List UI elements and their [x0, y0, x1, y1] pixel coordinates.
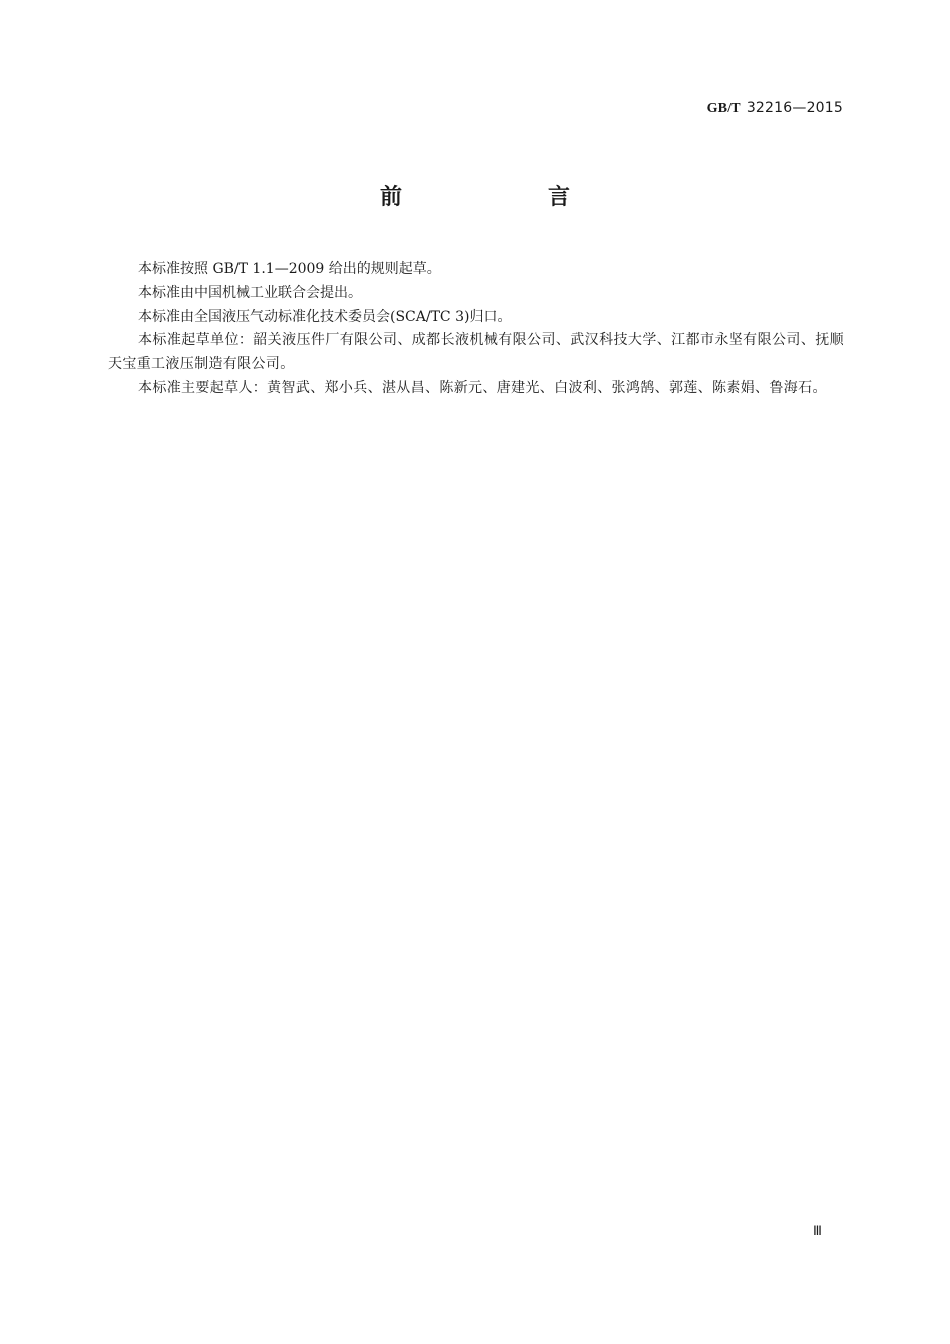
paragraph-drafting-rules: 本标准按照 GB/T 1.1—2009 给出的规则起草。	[138, 261, 441, 277]
paragraph-drafting-units: 本标准起草单位：韶关液压件厂有限公司、成都长液机械有限公司、武汉科技大学、江都市永坚有限公司、抚顺天宝重工液压制造有限公司。	[108, 332, 844, 373]
standard-code	[707, 100, 843, 117]
standard-prefix: GB/T	[706, 101, 741, 116]
paragraph-centralized-by: 本标准由全国液压气动标准化技术委员会(SCA/TC 3)归口。	[138, 308, 512, 325]
paragraph-main-drafters: 本标准主要起草人：黄智武、郑小兵、湛从昌、陈新元、唐建光、白波利、张鸿鹄、郭莲、陈素娟、鲁海石。	[138, 379, 827, 396]
page-number: Ⅲ	[813, 1223, 822, 1238]
paragraph-proposer: 本标准由中国机械工业联合会提出。	[138, 284, 362, 301]
foreword-body	[108, 258, 844, 401]
page-title: 前 言	[379, 185, 632, 210]
standard-number: 32216—2015	[746, 100, 843, 116]
